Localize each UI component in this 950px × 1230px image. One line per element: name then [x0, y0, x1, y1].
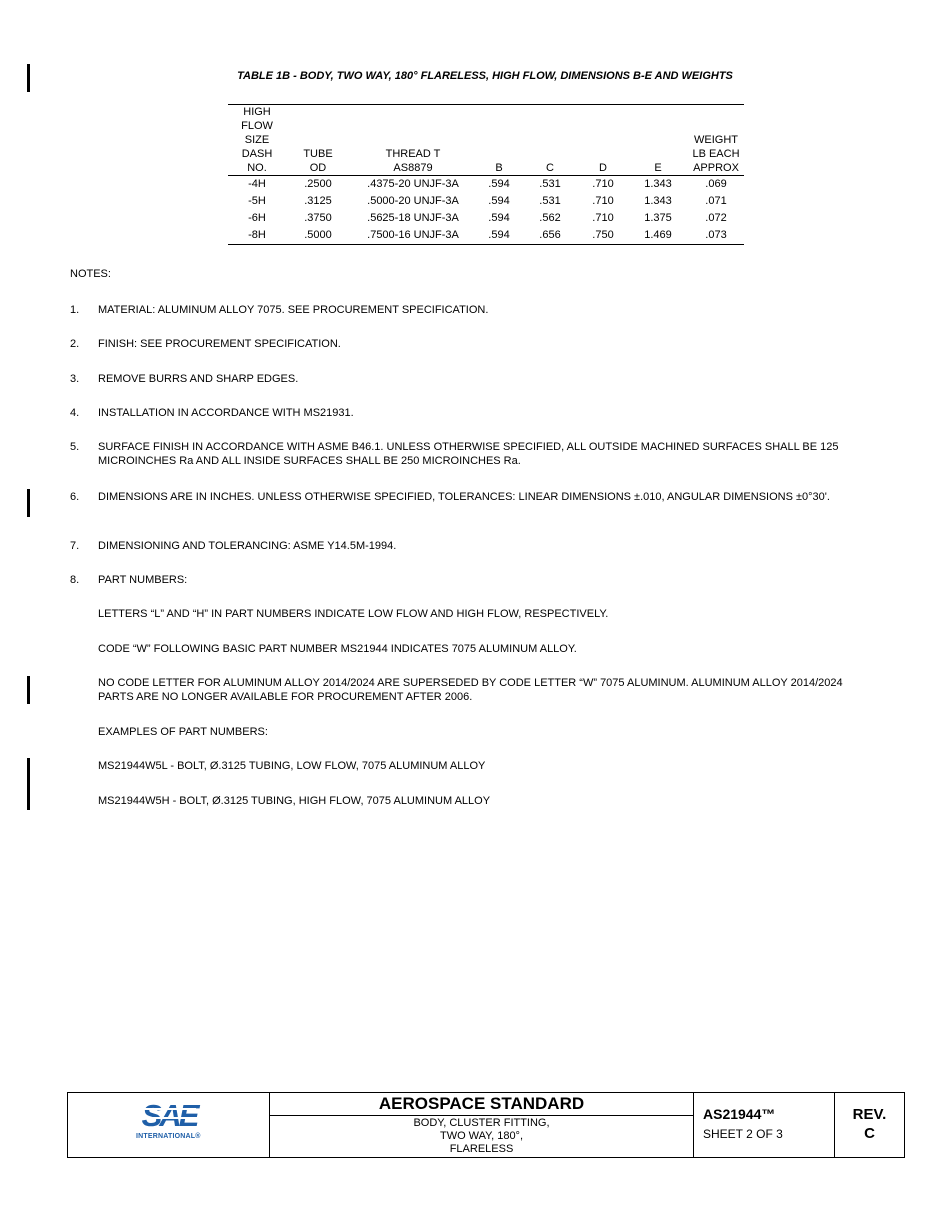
title-block	[67, 1092, 905, 1158]
logo-cell	[68, 1093, 270, 1157]
table-row: -8H .5000 .7500-16 UNJF-3A .594 .656 .750 1.469 .073	[228, 227, 744, 245]
note-item: 1. MATERIAL: ALUMINUM ALLOY 7075. SEE PROCUREMENT SPECIFICATION.	[70, 304, 489, 316]
note-item: 7. DIMENSIONING AND TOLERANCING: ASME Y14.5M-1994.	[70, 540, 397, 552]
table-row: -5H .3125 .5000-20 UNJF-3A .594 .531 .710 1.343 .071	[248, 195, 727, 207]
col-thread: THREAD T AS8879	[350, 105, 476, 176]
table-row: -4H .2500 .4375-20 UNJF-3A .594 .531 .710 1.343 .069	[248, 178, 727, 190]
part-number-paragraph: CODE “W” FOLLOWING BASIC PART NUMBER MS21944 INDICATES 7075 ALUMINUM ALLOY.	[98, 643, 577, 655]
col-c: C	[522, 105, 578, 176]
table-header-row	[228, 105, 744, 176]
part-number-paragraph: NO CODE LETTER FOR ALUMINUM ALLOY 2014/2024 ARE SUPERSEDED BY CODE LETTER “W” 7075 ALUMINUM. ALUMINUM ALLOY 2014/2024 PARTS ARE NO LONGER AVAILABLE FOR PROCUREMENT AFTER 2006.	[98, 677, 843, 703]
document-type: AEROSPACE STANDARD	[270, 1093, 693, 1116]
revision: REV. C	[852, 1106, 887, 1142]
sheet-number: SHEET 2 OF 3	[703, 1127, 783, 1141]
note-item: 8. PART NUMBERS:	[70, 574, 188, 586]
table-title: TABLE 1B - BODY, TWO WAY, 180° FLARELESS, HIGH FLOW, DIMENSIONS B-E AND WEIGHTS	[237, 70, 733, 82]
revision-cell	[835, 1093, 904, 1157]
dimensions-table	[228, 104, 744, 245]
notes-heading: NOTES:	[70, 268, 111, 280]
change-bar	[27, 489, 30, 517]
col-b: B	[476, 105, 522, 176]
note-item: 6. DIMENSIONS ARE IN INCHES. UNLESS OTHERWISE SPECIFIED, TOLERANCES: LINEAR DIMENSIONS ±.010, ANGULAR DIMENSIONS ±0°30'.	[70, 491, 830, 503]
col-e: E	[628, 105, 688, 176]
col-tube-od: TUBE OD	[286, 105, 350, 176]
col-d: D	[578, 105, 628, 176]
standard-number-cell	[694, 1093, 835, 1157]
title-cell	[270, 1093, 694, 1157]
change-bar	[27, 758, 30, 810]
sae-logo	[136, 1099, 202, 1129]
part-number-paragraph: LETTERS “L” AND “H” IN PART NUMBERS INDICATE LOW FLOW AND HIGH FLOW, RESPECTIVELY.	[98, 608, 609, 620]
col-dash: HIGH FLOW SIZE DASH NO.	[228, 105, 286, 176]
table-row: -6H .3750 .5625-18 UNJF-3A .594 .562 .710 1.375 .072	[248, 212, 727, 224]
note-item: 3. REMOVE BURRS AND SHARP EDGES.	[70, 373, 299, 385]
svg-text:SAE: SAE	[141, 1099, 197, 1129]
document-description: BODY, CLUSTER FITTING, TWO WAY, 180°, FLARELESS	[413, 1117, 550, 1155]
change-bar	[27, 676, 30, 704]
part-number-example: MS21944W5L - BOLT, Ø.3125 TUBING, LOW FLOW, 7075 ALUMINUM ALLOY	[98, 760, 486, 772]
note-item: 4. INSTALLATION IN ACCORDANCE WITH MS21931.	[70, 407, 354, 419]
standard-number: AS21944™	[703, 1106, 776, 1122]
part-number-paragraph: EXAMPLES OF PART NUMBERS:	[98, 726, 268, 738]
logo-subtitle: INTERNATIONAL®	[136, 1133, 201, 1140]
col-weight: WEIGHT LB EACH APPROX	[688, 105, 744, 176]
note-item: 5. SURFACE FINISH IN ACCORDANCE WITH ASME B46.1. UNLESS OTHERWISE SPECIFIED, ALL OUTSIDE MACHINED SURFACES SHALL BE 125 MICROINCHES Ra AND ALL INSIDE SURFACES SHALL BE 250 MICROINCHES Ra.	[70, 441, 839, 467]
part-number-example: MS21944W5H - BOLT, Ø.3125 TUBING, HIGH FLOW, 7075 ALUMINUM ALLOY	[98, 795, 491, 807]
note-item: 2. FINISH: SEE PROCUREMENT SPECIFICATION.	[70, 338, 341, 350]
